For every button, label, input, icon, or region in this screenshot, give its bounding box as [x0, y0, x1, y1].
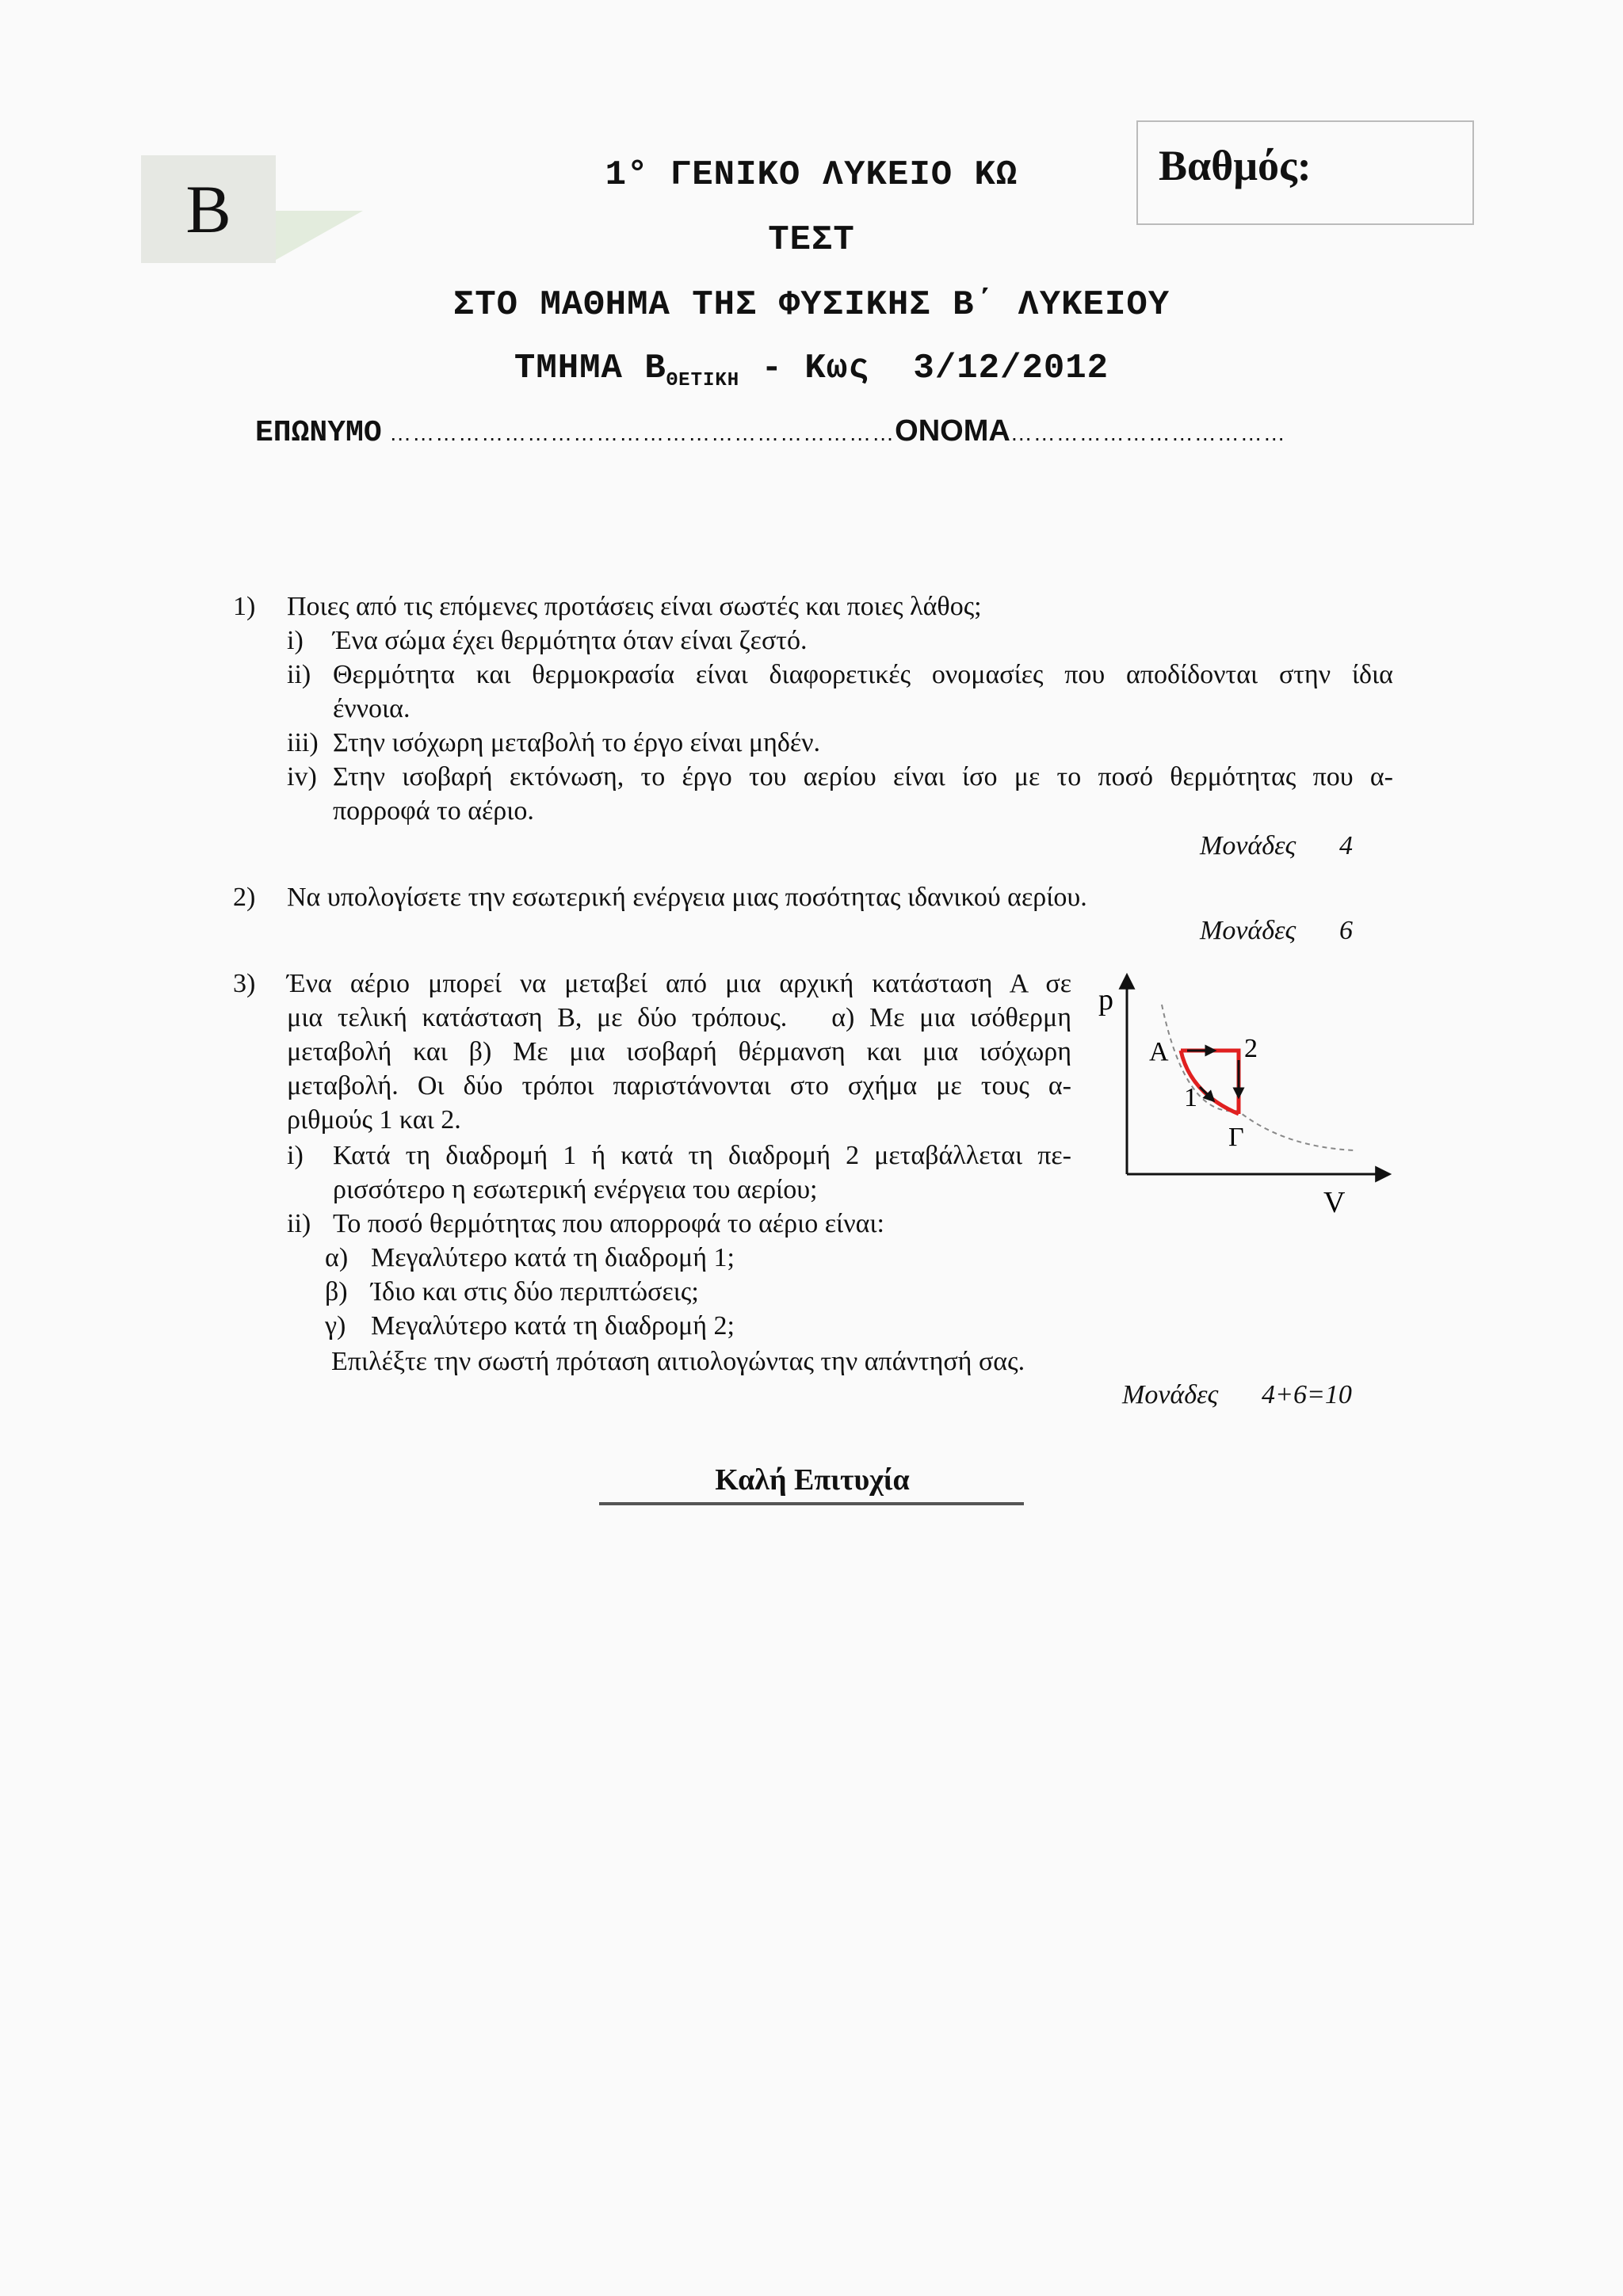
q3-instruction: Επιλέξτε την σωστή πρόταση αιτιολογώντας την απάντησή σας. [331, 1347, 1025, 1376]
surname-field[interactable]: ………………………………………………………… [389, 421, 896, 445]
q1-item-text: Στην ισοβαρή εκτόνωση, το έργο του αερίου είναι ίσο με το ποσό θερμότητας που α- [333, 762, 1393, 791]
q3-sub-i-label: i) [287, 1141, 304, 1170]
q1-item-label: iv) [287, 762, 317, 791]
path-2-label: 2 [1244, 1034, 1258, 1063]
q3-text-line: μεταβολή. Οι δύο τρόποι παριστάνονται στο σχήμα με τους α- [287, 1071, 1071, 1100]
v-axis-label: V [1323, 1186, 1346, 1219]
q1-item-label: ii) [287, 660, 311, 689]
q2-marks-value: 6 [1339, 916, 1353, 945]
q3-number: 3) [233, 969, 256, 998]
p-axis-label: p [1098, 983, 1113, 1016]
q3-option-label: β) [325, 1277, 348, 1306]
q3-option-label: α) [325, 1243, 349, 1272]
test-title: ΤΕΣΤ [768, 220, 855, 260]
q3-sub-ii-text: Το ποσό θερμότητας που απορροφά το αέριο είναι: [333, 1209, 884, 1238]
subject-title: ΣΤΟ ΜΑΘΗΜΑ ΤΗΣ ΦΥΣΙΚΗΣ Β΄ ΛΥΚΕΙΟΥ [453, 285, 1170, 325]
q3-sub-i-text-cont: ρισσότερο η εσωτερική ενέργεια του αερίου; [333, 1175, 818, 1204]
school-title: 1° ΓΕΝΙΚΟ ΛΥΚΕΙΟ ΚΩ [605, 155, 1018, 195]
surname-label: ΕΠΩΝΥΜΟ [255, 416, 382, 450]
q3-sub-ii-label: ii) [287, 1209, 311, 1238]
q1-marks-label: Μονάδες [1200, 831, 1296, 860]
pv-diagram [1086, 967, 1403, 1236]
q3-text-line: Ένα αέριο μπορεί να μεταβεί από μια αρχική κατάσταση Α σε [287, 969, 1071, 998]
q3-text-line: ριθμούς 1 και 2. [287, 1105, 461, 1135]
grade-label: Βαθμός: [1159, 142, 1312, 189]
arrow-isothermal [1200, 1087, 1211, 1098]
q1-item-text-cont: πορροφά το αέριο. [333, 796, 534, 826]
q2-number: 2) [233, 883, 256, 912]
name-label: ΟΝΟΜΑ [895, 414, 1010, 448]
point-a-label: Α [1149, 1037, 1169, 1066]
q1-item-text: Ένα σώμα έχει θερμότητα όταν είναι ζεστό. [333, 626, 808, 655]
q3-sub-i-text: Κατά τη διαδρομή 1 ή κατά τη διαδρομή 2 μεταβάλλεται πε- [333, 1141, 1071, 1170]
q3-option-text: Μεγαλύτερο κατά τη διαδρομή 2; [371, 1311, 735, 1341]
path-1-label: 1 [1184, 1083, 1197, 1112]
q3-option-text: Ίδιο και στις δύο περιπτώσεις; [371, 1277, 699, 1306]
name-field[interactable]: ……………………………… [1010, 421, 1286, 445]
q1-marks-value: 4 [1339, 831, 1353, 860]
q2-text: Να υπολογίσετε την εσωτερική ενέργεια μιας ποσότητας ιδανικού αερίου. [287, 883, 1087, 912]
point-g-label: Γ [1228, 1123, 1244, 1152]
footer-underline [599, 1502, 1024, 1505]
q1-number: 1) [233, 592, 256, 621]
version-letter: Β [185, 171, 231, 247]
q1-item-label: i) [287, 626, 304, 655]
q2-marks-label: Μονάδες [1200, 916, 1296, 945]
student-name-line [255, 414, 1286, 450]
class-sub: ΘΕΤΙΚΗ [666, 369, 740, 391]
q1-text: Ποιες από τις επόμενες προτάσεις είναι σωστές και ποιες λάθος; [287, 592, 982, 621]
q3-text-line: μια τελική κατάσταση Β, με δύο τρόπους. α) Με μια ισόθερμη [287, 1003, 1071, 1032]
q3-option-text: Μεγαλύτερο κατά τη διαδρομή 1; [371, 1243, 735, 1272]
q3-marks-label: Μονάδες [1122, 1380, 1219, 1409]
q3-option-label: γ) [325, 1311, 346, 1341]
class-suffix: - Κως 3/12/2012 [739, 349, 1109, 388]
q1-item-text: Θερμότητα και θερμοκρασία είναι διαφορετικές ονομασίες που αποδίδονται στην ίδια [333, 660, 1393, 689]
q1-item-label: iii) [287, 728, 319, 757]
q1-item-text-cont: έννοια. [333, 694, 411, 723]
class-prefix: ΤΜΗΜΑ Β [514, 349, 666, 388]
class-date-line [0, 349, 1623, 391]
q3-text-line: μεταβολή και β) Με μια ισοβαρή θέρμανση και μια ισόχωρη [287, 1037, 1071, 1066]
q1-item-text: Στην ισόχωρη μεταβολή το έργο είναι μηδέν. [333, 728, 821, 757]
q3-marks-value: 4+6=10 [1262, 1380, 1352, 1409]
good-luck-text: Καλή Επιτυχία [715, 1463, 910, 1497]
